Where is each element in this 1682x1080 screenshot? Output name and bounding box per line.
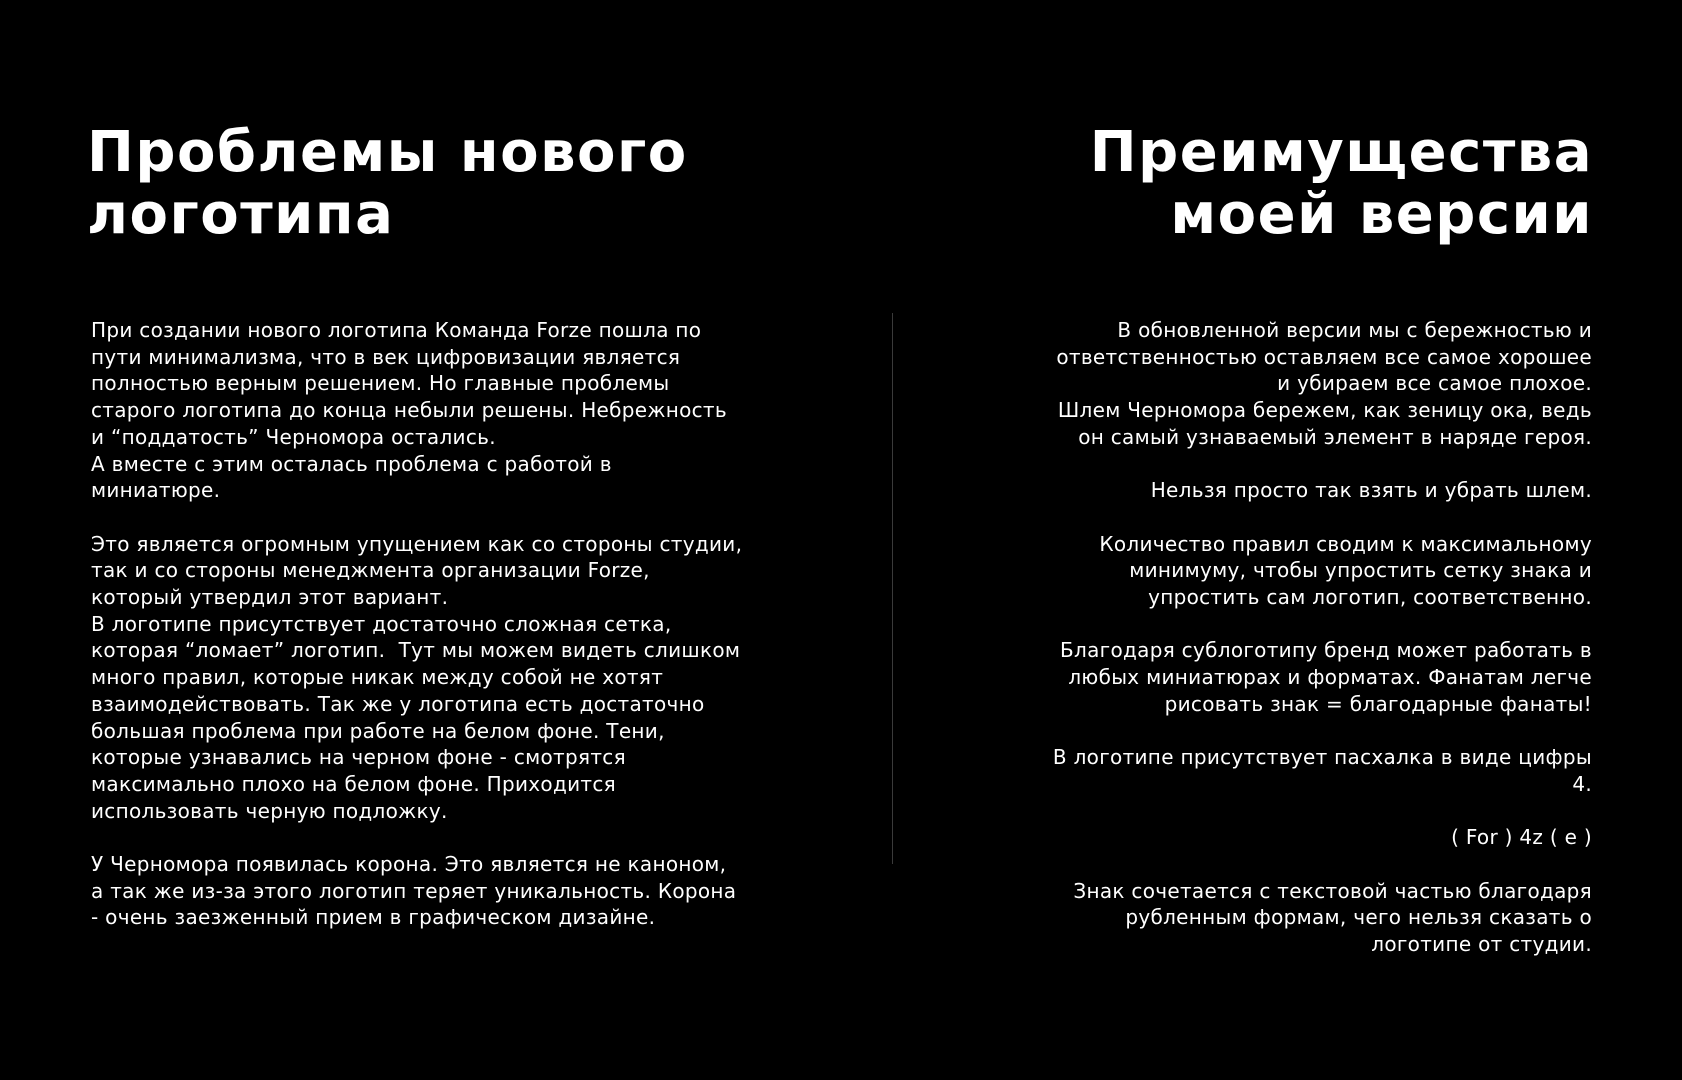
advantages-paragraph <box>1053 531 1592 611</box>
problems-text-line: При создании нового логотипа Команда Forze пошла по <box>91 318 702 342</box>
problems-text-line: А вместе с этим осталась проблема с работой в <box>91 451 612 476</box>
problems-text-line: Это является огромным упущением как со стороны студии, <box>91 531 743 556</box>
advantages-text-line: Количество правил сводим к максимальному <box>1099 531 1592 556</box>
advantages-text-line: логотипе от студии. <box>1371 932 1592 957</box>
advantages-text-line: В обновленной версии мы с бережностью и <box>1117 318 1592 342</box>
problems-text-line: максимально плохо на белом фоне. Приходится <box>91 771 616 796</box>
problems-text-line: взаимодействовать. Так же у логотипа есть достаточно <box>91 691 705 716</box>
problems-text-line: полностью верным решением. Но главные проблемы <box>91 371 670 396</box>
problems-text-line: В логотипе присутствует достаточно сложная сетка, <box>91 611 672 636</box>
advantages-text-line: Шлем Черномора бережем, как зеницу ока, ведь <box>1057 398 1592 423</box>
problems-text-line: пути минимализма, что в век цифровизации является <box>91 344 681 369</box>
advantages-text-line: Знак сочетается с текстовой частью благодаря <box>1073 878 1592 903</box>
problems-text-line: которая “ломает” логотип. Тут мы можем видеть слишком <box>91 638 741 663</box>
advantages-text-line: рисовать знак = благодарные фанаты! <box>1164 691 1592 716</box>
problems-text-line: которые узнавались на черном фоне - смотрятся <box>91 745 626 770</box>
advantages-text-line: ответственностью оставляем все самое хорошее <box>1056 344 1592 369</box>
problems-text-line: а так же из-за этого логотип теряет уникальность. Корона <box>91 878 737 903</box>
problems-heading <box>87 122 688 246</box>
advantages-paragraph <box>1053 317 1592 451</box>
problems-text-line: большая проблема при работе на белом фоне. Тени, <box>91 718 665 743</box>
column-divider <box>892 313 893 864</box>
advantages-heading-line-1: Преимущества <box>1089 120 1593 185</box>
problems-text-line: старого логотипа до конца небыли решены. Небрежность <box>91 398 727 423</box>
advantages-paragraph <box>1053 477 1592 504</box>
problems-heading-line-1: Проблемы нового <box>87 120 688 185</box>
problems-paragraph <box>91 851 742 931</box>
problems-text-line: который утвердил этот вариант. <box>91 585 449 610</box>
advantages-text-line: Нельзя просто так взять и убрать шлем. <box>1150 478 1592 503</box>
advantages-text-line: 4. <box>1572 771 1592 796</box>
advantages-heading <box>1090 122 1593 246</box>
advantages-paragraph <box>1053 637 1592 717</box>
problems-text-line: У Черномора появилась корона. Это является не каноном, <box>91 852 727 877</box>
problems-heading-line-2: логотипа <box>87 182 395 247</box>
problems-text-line: использовать черную подложку. <box>91 798 448 823</box>
advantages-text-line: упростить сам логотип, соответственно. <box>1148 585 1592 609</box>
advantages-text-line: ( For ) 4z ( e ) <box>1451 825 1592 850</box>
problems-paragraph <box>91 531 742 825</box>
advantages-text-line: Благодаря сублоготипу бренд может работать в <box>1060 638 1592 663</box>
advantages-paragraph <box>1053 878 1592 958</box>
advantages-text-line: рубленным формам, чего нельзя сказать о <box>1125 905 1592 930</box>
problems-text-line: миниатюре. <box>91 478 221 503</box>
problems-text-line: - очень заезженный прием в графическом дизайне. <box>91 905 656 930</box>
advantages-text-line: он самый узнаваемый элемент в наряде героя. <box>1078 424 1592 449</box>
problems-text-column <box>91 317 742 931</box>
problems-paragraph <box>91 317 742 504</box>
advantages-text-line: В логотипе присутствует пасхалка в виде цифры <box>1052 745 1592 770</box>
advantages-text-line: минимуму, чтобы упростить сетку знака и <box>1129 558 1592 583</box>
advantages-paragraph <box>1053 744 1592 797</box>
advantages-text-column <box>1053 317 1592 958</box>
advantages-heading-line-2: моей версии <box>1170 182 1593 247</box>
advantages-text-line: и убираем все самое плохое. <box>1277 371 1592 396</box>
advantages-paragraph <box>1053 824 1592 851</box>
problems-text-line: и “поддатость” Черномора остались. <box>91 424 496 449</box>
problems-text-line: много правил, которые никак между собой не хотят <box>91 665 664 690</box>
advantages-text-line: любых миниатюрах и форматах. Фанатам легче <box>1068 665 1592 690</box>
problems-text-line: так и со стороны менеджмента организации Forze, <box>91 558 650 583</box>
